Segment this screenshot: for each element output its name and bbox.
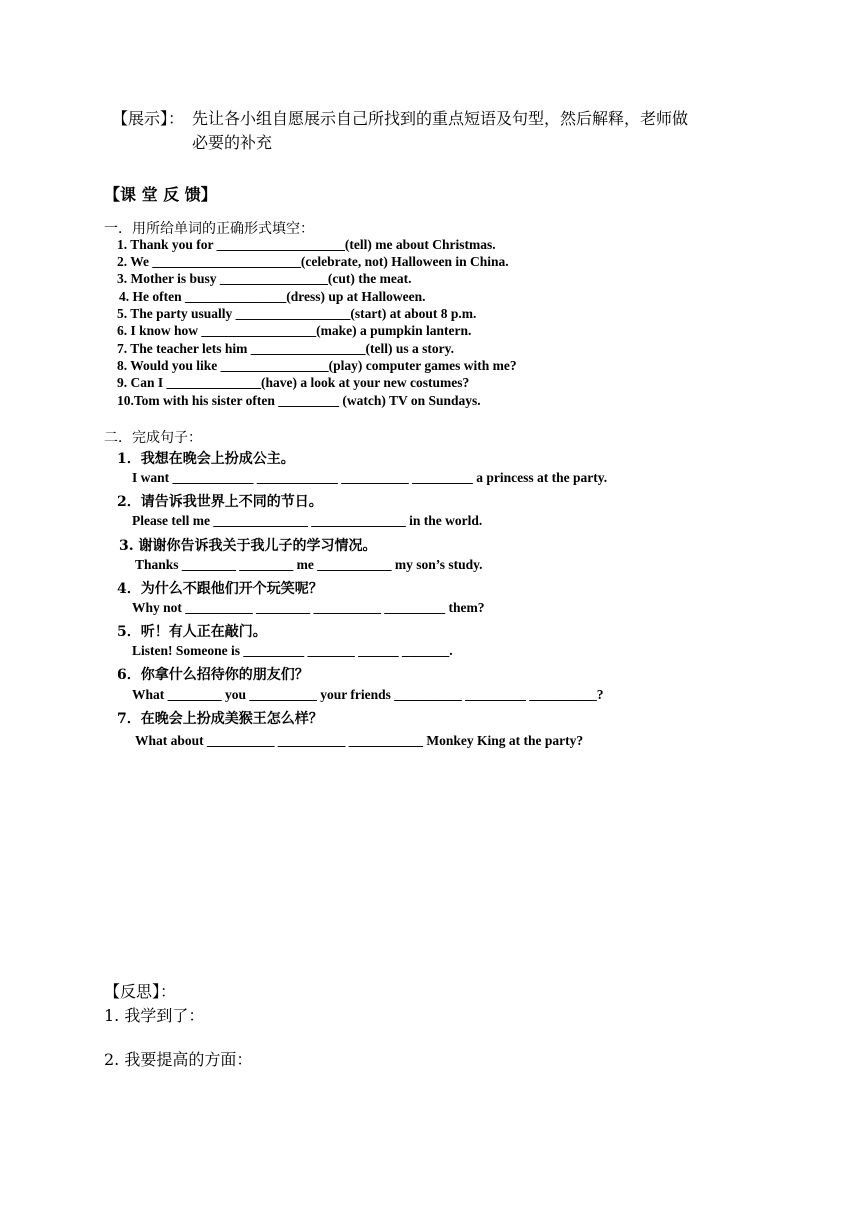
sentence-en-7: What about __________ __________ ___________ Monkey King at the party? bbox=[135, 733, 584, 748]
exercise-item-6: 6. I know how _________________(make) a pumpkin lantern. bbox=[117, 323, 472, 338]
sentence-cn-4: 4．为什么不跟他们开个玩笑呢？ bbox=[117, 581, 323, 597]
sentence-en-5: Listen! Someone is _________ _______ ______ _______. bbox=[132, 643, 453, 658]
part1-heading: 一．用所给单词的正确形式填空： bbox=[104, 221, 314, 237]
sentence-cn-2: 2．请告诉我世界上不同的节日。 bbox=[117, 494, 323, 510]
exercise-item-4: 4. He often _______________(dress) up at Halloween. bbox=[119, 289, 426, 304]
exercise-item-7: 7. The teacher lets him _________________(tell) us a story. bbox=[117, 341, 454, 356]
intro-label: 【展示】： bbox=[112, 109, 185, 128]
sentence-cn-1: 1．我想在晚会上扮成公主。 bbox=[117, 451, 295, 467]
sentence-cn-6: 6．你拿什么招待你的朋友们？ bbox=[117, 667, 309, 683]
sentence-en-2: Please tell me ______________ ______________ in the world. bbox=[132, 513, 483, 528]
sentence-cn-5: 5．听！有人正在敲门。 bbox=[117, 624, 267, 640]
sentence-en-1: I want ____________ ____________ __________ _________ a princess at the party. bbox=[132, 470, 608, 485]
part2-heading: 二．完成句子： bbox=[104, 430, 202, 446]
sentence-cn-7: 7．在晚会上扮成美猴王怎么样？ bbox=[117, 711, 323, 727]
exercise-item-3: 3. Mother is busy ________________(cut) the meat. bbox=[117, 271, 412, 286]
exercise-item-9: 9. Can I ______________(have) a look at your new costumes? bbox=[117, 375, 470, 390]
sentence-cn-3: 3. 谢谢你告诉我关于我儿子的学习情况。 bbox=[119, 538, 377, 554]
sentence-en-6: What ________ you __________ your friends __________ _________ __________? bbox=[132, 687, 604, 702]
intro-text-line1: 先让各小组自愿展示自己所找到的重点短语及句型，然后解释，老师做 bbox=[192, 109, 689, 128]
feedback-title: 【课 堂 反 馈】 bbox=[104, 185, 217, 204]
reflection-label: 【反思】： bbox=[104, 982, 177, 1001]
exercise-item-1: 1. Thank you for ___________________(tell) me about Christmas. bbox=[117, 237, 496, 252]
exercise-item-5: 5. The party usually _________________(start) at about 8 p.m. bbox=[117, 306, 477, 321]
exercise-item-8: 8. Would you like ________________(play) computer games with me? bbox=[117, 358, 517, 373]
exercise-item-2: 2. We ______________________(celebrate, not) Halloween in China. bbox=[117, 254, 509, 269]
exercise-item-10: 10.Tom with his sister often _________ (watch) TV on Sundays. bbox=[117, 393, 481, 408]
sentence-en-4: Why not __________ ________ __________ _________ them? bbox=[132, 600, 485, 615]
reflection-item-2: 2. 我要提高的方面： bbox=[104, 1050, 253, 1069]
sentence-en-3: Thanks ________ ________ me ___________ my son’s study. bbox=[135, 557, 483, 572]
reflection-item-1: 1. 我学到了： bbox=[104, 1006, 205, 1025]
intro-text-line2: 必要的补充 bbox=[192, 133, 273, 152]
